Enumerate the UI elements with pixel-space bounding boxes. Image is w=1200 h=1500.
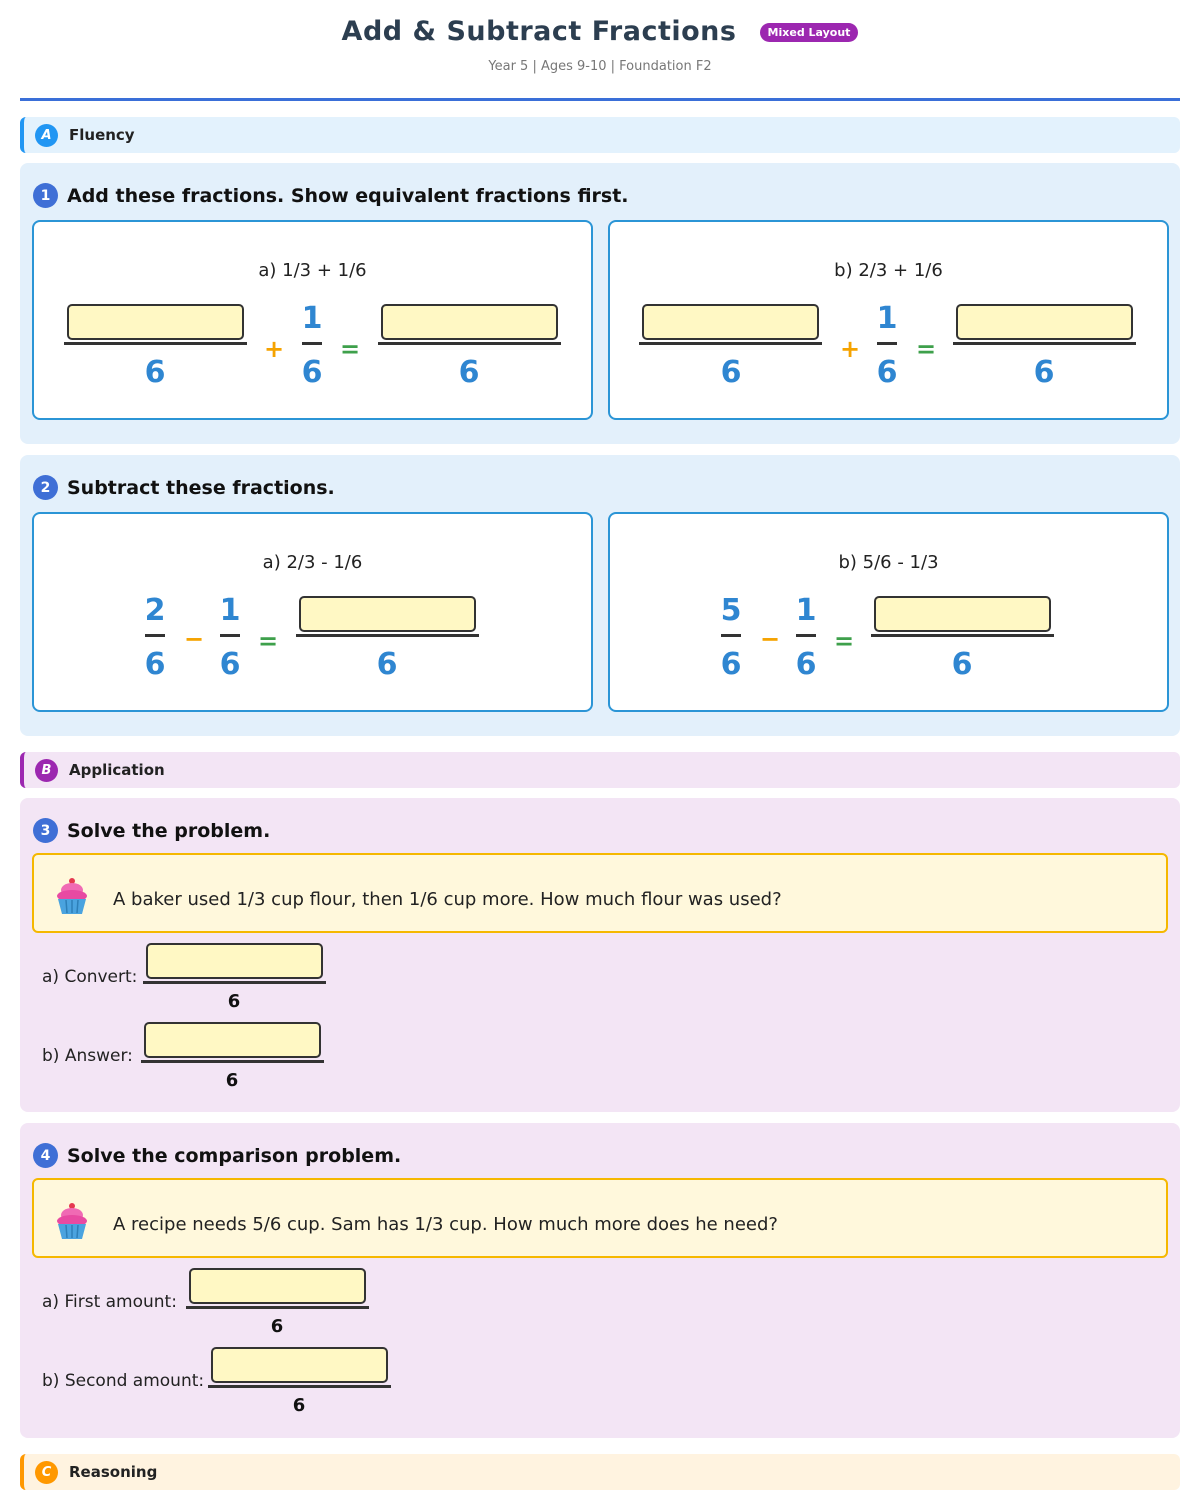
q3b-fraction-line — [141, 1060, 324, 1063]
q1a-fraction-line-3 — [378, 342, 561, 345]
worksheet-header — [0, 0, 1200, 100]
q1b-denominator-3: 6 — [1033, 355, 1055, 390]
section-bar-fluency — [20, 117, 1180, 153]
q4a-answer-box[interactable] — [189, 1268, 366, 1304]
q1a-fraction-line-2 — [302, 342, 322, 345]
q2b-fraction-line-2 — [796, 634, 816, 637]
q3a-fraction-line — [143, 981, 326, 984]
q2b-numerator-1: 5 — [720, 593, 742, 628]
q2b-fraction-line-1 — [721, 634, 741, 637]
q4b-label: b) Second amount: — [42, 1371, 205, 1391]
q1b-card — [608, 220, 1169, 420]
q2a-numerator-1: 2 — [144, 593, 166, 628]
q3-story-box — [32, 853, 1168, 933]
q2a-denominator-2: 6 — [219, 647, 241, 682]
q3b-denominator: 6 — [225, 1070, 239, 1091]
q3a-label: a) Convert: — [42, 967, 138, 987]
question-1-header — [33, 183, 629, 208]
q2a-minus-sign: − — [183, 625, 205, 653]
section-letter-a: A — [35, 124, 58, 147]
q4a-label: a) First amount: — [42, 1292, 177, 1312]
q2a-numerator-2: 1 — [219, 593, 241, 628]
header-divider — [20, 98, 1180, 101]
q2a-fraction-line-2 — [220, 634, 240, 637]
question-2-text: Subtract these fractions. — [67, 476, 335, 499]
question-3-text: Solve the problem. — [67, 819, 271, 842]
section-letter-c: C — [35, 1461, 58, 1484]
q2a-denominator-1: 6 — [144, 647, 166, 682]
q1a-plus-sign: + — [263, 335, 285, 363]
title-row — [0, 16, 1200, 47]
q2b-denominator-2: 6 — [795, 647, 817, 682]
q2b-result-answer-box[interactable] — [874, 596, 1051, 632]
question-3-header — [33, 818, 270, 843]
q1b-plus-sign: + — [839, 335, 861, 363]
section-label-b: Application — [69, 761, 165, 779]
question-4-text: Solve the comparison problem. — [67, 1144, 402, 1167]
q1b-numerator-answer-box[interactable] — [642, 304, 819, 340]
q1b-fraction-line-1 — [639, 342, 822, 345]
q1b-fraction-line-3 — [953, 342, 1136, 345]
q1a-numerator-2: 1 — [301, 301, 323, 336]
layout-badge: Mixed Layout — [760, 23, 859, 42]
question-4-number: 4 — [33, 1143, 58, 1168]
q2a-fraction-line-3 — [296, 634, 479, 637]
question-3 — [20, 798, 1180, 1112]
q2a-fraction-line-1 — [145, 634, 165, 637]
q2b-minus-sign: − — [759, 625, 781, 653]
question-2-number: 2 — [33, 475, 58, 500]
question-1-text: Add these fractions. Show equivalent fractions first. — [67, 184, 629, 207]
q3-story-text: A baker used 1/3 cup flour, then 1/6 cup more. How much flour was used? — [113, 889, 782, 910]
section-bar-reasoning — [20, 1454, 1180, 1490]
q1a-numerator-answer-box[interactable] — [67, 304, 244, 340]
q2a-equals-sign: = — [257, 627, 279, 655]
q1a-denominator-1: 6 — [144, 355, 166, 390]
q1b-fraction-line-2 — [877, 342, 897, 345]
q2a-label: a) 2/3 - 1/6 — [262, 552, 363, 573]
q4b-fraction-line — [208, 1385, 391, 1388]
q1b-label: b) 2/3 + 1/6 — [834, 260, 943, 281]
q2b-label: b) 5/6 - 1/3 — [838, 552, 939, 573]
q1a-denominator-2: 6 — [301, 355, 323, 390]
q1a-denominator-3: 6 — [458, 355, 480, 390]
q1a-equals-sign: = — [339, 335, 361, 363]
q1b-denominator-1: 6 — [720, 355, 742, 390]
q2b-equals-sign: = — [833, 627, 855, 655]
q1b-result-answer-box[interactable] — [956, 304, 1133, 340]
q2a-result-answer-box[interactable] — [299, 596, 476, 632]
q4a-denominator: 6 — [270, 1316, 284, 1337]
q1b-equals-sign: = — [915, 335, 937, 363]
question-3-number: 3 — [33, 818, 58, 843]
section-bar-application — [20, 752, 1180, 788]
q4b-denominator: 6 — [292, 1395, 306, 1416]
q2b-numerator-2: 1 — [795, 593, 817, 628]
q3a-answer-box[interactable] — [146, 943, 323, 979]
q1a-fraction-line-1 — [64, 342, 247, 345]
q1a-card — [32, 220, 593, 420]
q2a-denominator-3: 6 — [376, 647, 398, 682]
question-1 — [20, 163, 1180, 444]
question-4 — [20, 1123, 1180, 1438]
page-title: Add & Subtract Fractions — [341, 16, 737, 47]
q1b-numerator-2: 1 — [876, 301, 898, 336]
q2b-denominator-1: 6 — [720, 647, 742, 682]
q1a-label: a) 1/3 + 1/6 — [258, 260, 367, 281]
page-subtitle: Year 5 | Ages 9-10 | Foundation F2 — [488, 59, 712, 74]
question-1-number: 1 — [33, 183, 58, 208]
q2b-denominator-3: 6 — [951, 647, 973, 682]
q4-story-box — [32, 1178, 1168, 1258]
section-label-a: Fluency — [69, 126, 135, 144]
question-2 — [20, 455, 1180, 736]
question-4-header — [33, 1143, 401, 1168]
question-2-header — [33, 475, 335, 500]
section-letter-b: B — [35, 759, 58, 782]
q3a-denominator: 6 — [227, 991, 241, 1012]
cupcake-icon — [54, 1201, 90, 1241]
q4-story-text: A recipe needs 5/6 cup. Sam has 1/3 cup. How much more does he need? — [113, 1214, 778, 1235]
cupcake-icon — [54, 876, 90, 916]
q4b-answer-box[interactable] — [211, 1347, 388, 1383]
q3b-answer-box[interactable] — [144, 1022, 321, 1058]
q2a-card — [32, 512, 593, 712]
section-label-c: Reasoning — [69, 1463, 158, 1481]
q2b-fraction-line-3 — [871, 634, 1054, 637]
q3b-label: b) Answer: — [42, 1046, 133, 1066]
q2b-card — [608, 512, 1169, 712]
q1b-denominator-2: 6 — [876, 355, 898, 390]
q1a-result-answer-box[interactable] — [381, 304, 558, 340]
q4a-fraction-line — [186, 1306, 369, 1309]
